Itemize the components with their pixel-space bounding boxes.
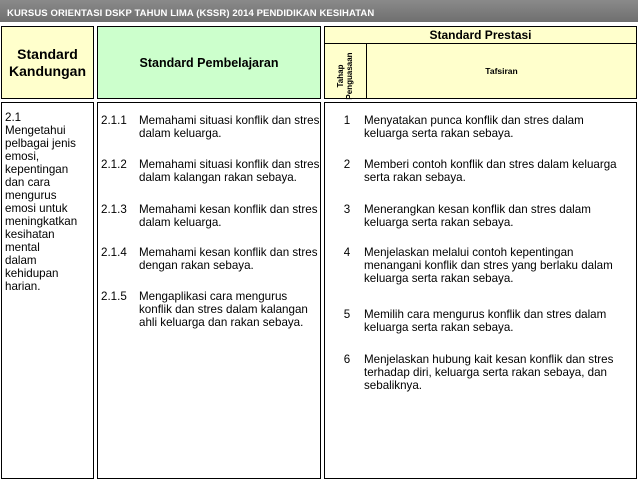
sp-line: dengan rakan sebaya. — [139, 259, 254, 272]
header-tahap-line1: Tahap — [336, 64, 345, 88]
tafsiran-line: keluarga serta rakan sebaya. — [364, 216, 514, 229]
list-item — [101, 290, 324, 329]
tafsiran-line: Menjelaskan melalui contoh kepentingan — [364, 246, 574, 259]
sp-line: dalam keluarga. — [139, 216, 222, 229]
header-standard-prestasi-label: Standard Prestasi — [429, 28, 532, 42]
tafsiran-line: keluarga serta rakan sebaya. — [364, 321, 514, 334]
sp-number: 2.1.4 — [101, 246, 127, 259]
sk-line: dan cara — [5, 176, 51, 189]
sk-line: dalam — [5, 254, 37, 267]
sk-line: harian. — [5, 280, 41, 293]
tahap-number: 1 — [343, 114, 351, 127]
dskp-table — [0, 22, 638, 479]
tafsiran-line: terhadap diri, keluarga serta rakan sebaya, dan — [364, 366, 607, 379]
sp-text — [139, 158, 324, 184]
sk-line: emosi untuk — [5, 202, 68, 215]
header-tahap-line2: Penguasaan — [345, 52, 354, 100]
tafsiran-line: Menyatakan punca konflik dan stres dalam — [364, 114, 584, 127]
table-row — [332, 203, 624, 229]
sp-line: Mengaplikasi cara mengurus — [139, 290, 288, 303]
tafsiran-text — [362, 353, 624, 392]
sk-line: emosi, — [5, 150, 40, 163]
tafsiran-line: Memilih cara mengurus konflik dan stres dalam — [364, 308, 607, 321]
sp-number: 2.1.5 — [101, 290, 127, 303]
tahap-number: 4 — [343, 246, 351, 259]
tafsiran-text — [362, 308, 624, 334]
tahap-number: 2 — [343, 158, 351, 171]
sp-text — [139, 203, 324, 229]
sp-number: 2.1.1 — [101, 114, 127, 127]
standard-kandungan-text — [5, 111, 93, 293]
sp-number: 2.1.3 — [101, 203, 127, 216]
header-standard-kandungan-line2: Kandungan — [9, 62, 86, 79]
tahap-number: 3 — [343, 203, 351, 216]
table-row — [332, 308, 624, 334]
tafsiran-text — [362, 246, 624, 285]
tafsiran-line: Memberi contoh konflik dan stres dalam keluarga — [364, 158, 617, 171]
sk-line: mental — [5, 241, 40, 254]
standard-kandungan-number: 2.1 — [5, 111, 22, 124]
header-standard-pembelajaran — [97, 26, 321, 99]
sp-line: dalam keluarga. — [139, 127, 222, 140]
header-tahap-penguasaan-label — [336, 50, 356, 102]
sp-text — [139, 114, 324, 140]
table-row — [332, 114, 624, 140]
tafsiran-line: Menerangkan kesan konflik dan stres dalam — [364, 203, 591, 216]
page-title: KURSUS ORIENTASI DSKP TAHUN LIMA (KSSR) 2014 PENDIDIKAN KESIHATAN — [0, 0, 638, 22]
sk-line: pelbagai jenis — [5, 137, 76, 150]
sp-line: Memahami situasi konflik dan stres — [139, 114, 320, 127]
list-item — [101, 158, 324, 184]
tahap-number: 6 — [343, 353, 351, 366]
sp-line: Memahami kesan konflik dan stres — [139, 246, 318, 259]
tahap-number: 5 — [343, 308, 351, 321]
table-row — [332, 246, 624, 285]
header-standard-kandungan-line1: Standard — [17, 45, 78, 62]
tafsiran-text — [362, 158, 624, 184]
sp-text — [139, 246, 324, 272]
table-row — [332, 353, 624, 392]
sk-line: kehidupan — [5, 267, 59, 280]
list-item — [101, 114, 324, 140]
sk-line: kepentingan — [5, 163, 69, 176]
sk-line: Mengetahui — [5, 124, 66, 137]
sk-line: mengurus — [5, 189, 57, 202]
tafsiran-line: keluarga serta rakan sebaya. — [364, 272, 514, 285]
sp-line: Memahami kesan konflik dan stres — [139, 203, 318, 216]
list-item — [101, 246, 324, 272]
sp-line: dalam kalangan rakan sebaya. — [139, 171, 297, 184]
sk-line: kesihatan — [5, 228, 55, 241]
sp-line: konflik dan stres dalam kalangan — [139, 303, 308, 316]
header-standard-pembelajaran-label: Standard Pembelajaran — [139, 55, 279, 70]
tafsiran-text — [362, 203, 624, 229]
tafsiran-text — [362, 114, 624, 140]
table-row — [332, 158, 624, 184]
tafsiran-line: keluarga serta rakan sebaya. — [364, 127, 514, 140]
sp-line: ahli keluarga dan rakan sebaya. — [139, 316, 304, 329]
header-standard-prestasi — [324, 26, 637, 44]
tafsiran-line: sebaliknya. — [364, 379, 423, 392]
list-item — [101, 203, 324, 229]
sp-line: Memahami situasi konflik dan stres — [139, 158, 320, 171]
sp-text — [139, 290, 324, 329]
header-tafsiran-label: Tafsiran — [485, 66, 518, 76]
tafsiran-line: Menjelaskan hubung kait kesan konflik dan stres — [364, 353, 614, 366]
sp-number: 2.1.2 — [101, 158, 127, 171]
header-tafsiran — [366, 43, 637, 99]
header-standard-kandungan — [1, 26, 94, 99]
tafsiran-line: serta rakan sebaya. — [364, 171, 466, 184]
tafsiran-line: menangani konflik dan stres yang berlaku dalam — [364, 259, 613, 272]
sk-line: meningkatkan — [5, 215, 78, 228]
